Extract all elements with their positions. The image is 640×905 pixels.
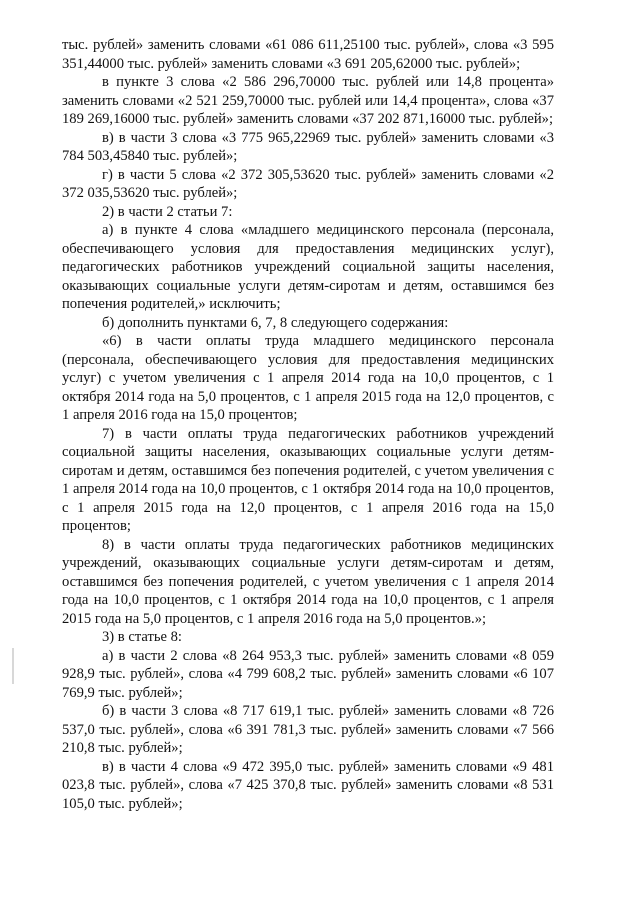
paragraph-item-a-article-8: а) в части 2 слова «8 264 953,3 тыс. рублей» заменить словами «8 059 928,9 тыс. рублей», слова «4 799 608,2 тыс. рублей» заменить словами «6 107 769,9 тыс. рублей»; (62, 647, 554, 701)
paragraph-item-b-article-7: б) дополнить пунктами 6, 7, 8 следующего содержания: (102, 314, 449, 331)
paragraph-continuation: тыс. рублей» заменить словами «61 086 611,25100 тыс. рублей», слова «3 595 351,44000 тыс. рублей» заменить словами «3 691 205,62000 тыс. рублей»; (62, 37, 554, 72)
paragraph-item-v: в) в части 3 слова «3 775 965,22969 тыс. рублей» заменить словами «3 784 503,45840 тыс. рублей»; (62, 129, 554, 164)
paragraph-item-v-article-8: в) в части 4 слова «9 472 395,0 тыс. рублей» заменить словами «9 481 023,8 тыс. рублей», слова «7 425 370,8 тыс. рублей» заменить словами «8 531 105,0 тыс. рублей»; (62, 758, 554, 812)
document-body (62, 36, 554, 813)
paragraph-new-point-8: 8) в части оплаты труда педагогических работников медицинских учреждений, оказывающих социальные услуги детям-сиротам и детям, оставшимся без попечения родителей, с учетом увеличения с 1 апреля 2014 года на 10,0 процентов, с 1 октября 2014 года на 10,0 процентов, с 1 апреля 2015 года на 5,0 процентов, с 1 апреля 2016 года на 5,0 процентов.»; (62, 536, 554, 627)
paragraph-point-3: в пункте 3 слова «2 586 296,70000 тыс. рублей или 14,8 процента» заменить словами «2 521 259,70000 тыс. рублей или 14,4 процента», слова «37 189 269,16000 тыс. рублей» заменить словами «37 202 871,16000 тыс. рублей»; (62, 74, 554, 127)
paragraph-article-8: 3) в статье 8: (102, 629, 182, 645)
paragraph-new-point-7: 7) в части оплаты труда педагогических работников учреждений социальной защиты населения, оказывающих социальные услуги детям-сиротам и детям, оставшимся без попечения родителей, с учетом увеличения с 1 апреля 2014 года на 10,0 процентов, с 1 октября 2014 года на 10,0 процентов, с 1 апреля 2015 года на 12,0 процентов, с 1 апреля 2016 года на 15,0 процентов; (62, 425, 554, 534)
paragraph-article-7: 2) в части 2 статьи 7: (102, 203, 233, 220)
scan-edge-mark (12, 648, 14, 684)
paragraph-item-b-article-8: б) в части 3 слова «8 717 619,1 тыс. рублей» заменить словами «8 726 537,0 тыс. рублей», слова «6 391 781,3 тыс. рублей» заменить словами «7 566 210,8 тыс. рублей»; (62, 703, 554, 756)
paragraph-new-point-6: «6) в части оплаты труда младшего медицинского персонала (персонала, обеспечивающего условия для предоставления медицинских услуг) с учетом увеличения с 1 апреля 2014 года на 10,0 процентов, с 1 октября 2014 года на 5,0 процентов, с 1 апреля 2015 года на 12,0 процентов, с 1 апреля 2016 года на 15,0 процентов; (62, 333, 554, 423)
paragraph-item-g: г) в части 5 слова «2 372 305,53620 тыс. рублей» заменить словами «2 372 035,53620 тыс. рублей»; (62, 166, 554, 201)
paragraph-item-a-article-7: а) в пункте 4 слова «младшего медицинского персонала (персонала, обеспечивающего условия для предоставления медицинских услуг), педагогических работников учреждений социальной защиты населения, оказывающих социальные услуги детям-сиротам и детям, оставшимся без попечения родителей,» исключить; (62, 222, 554, 312)
